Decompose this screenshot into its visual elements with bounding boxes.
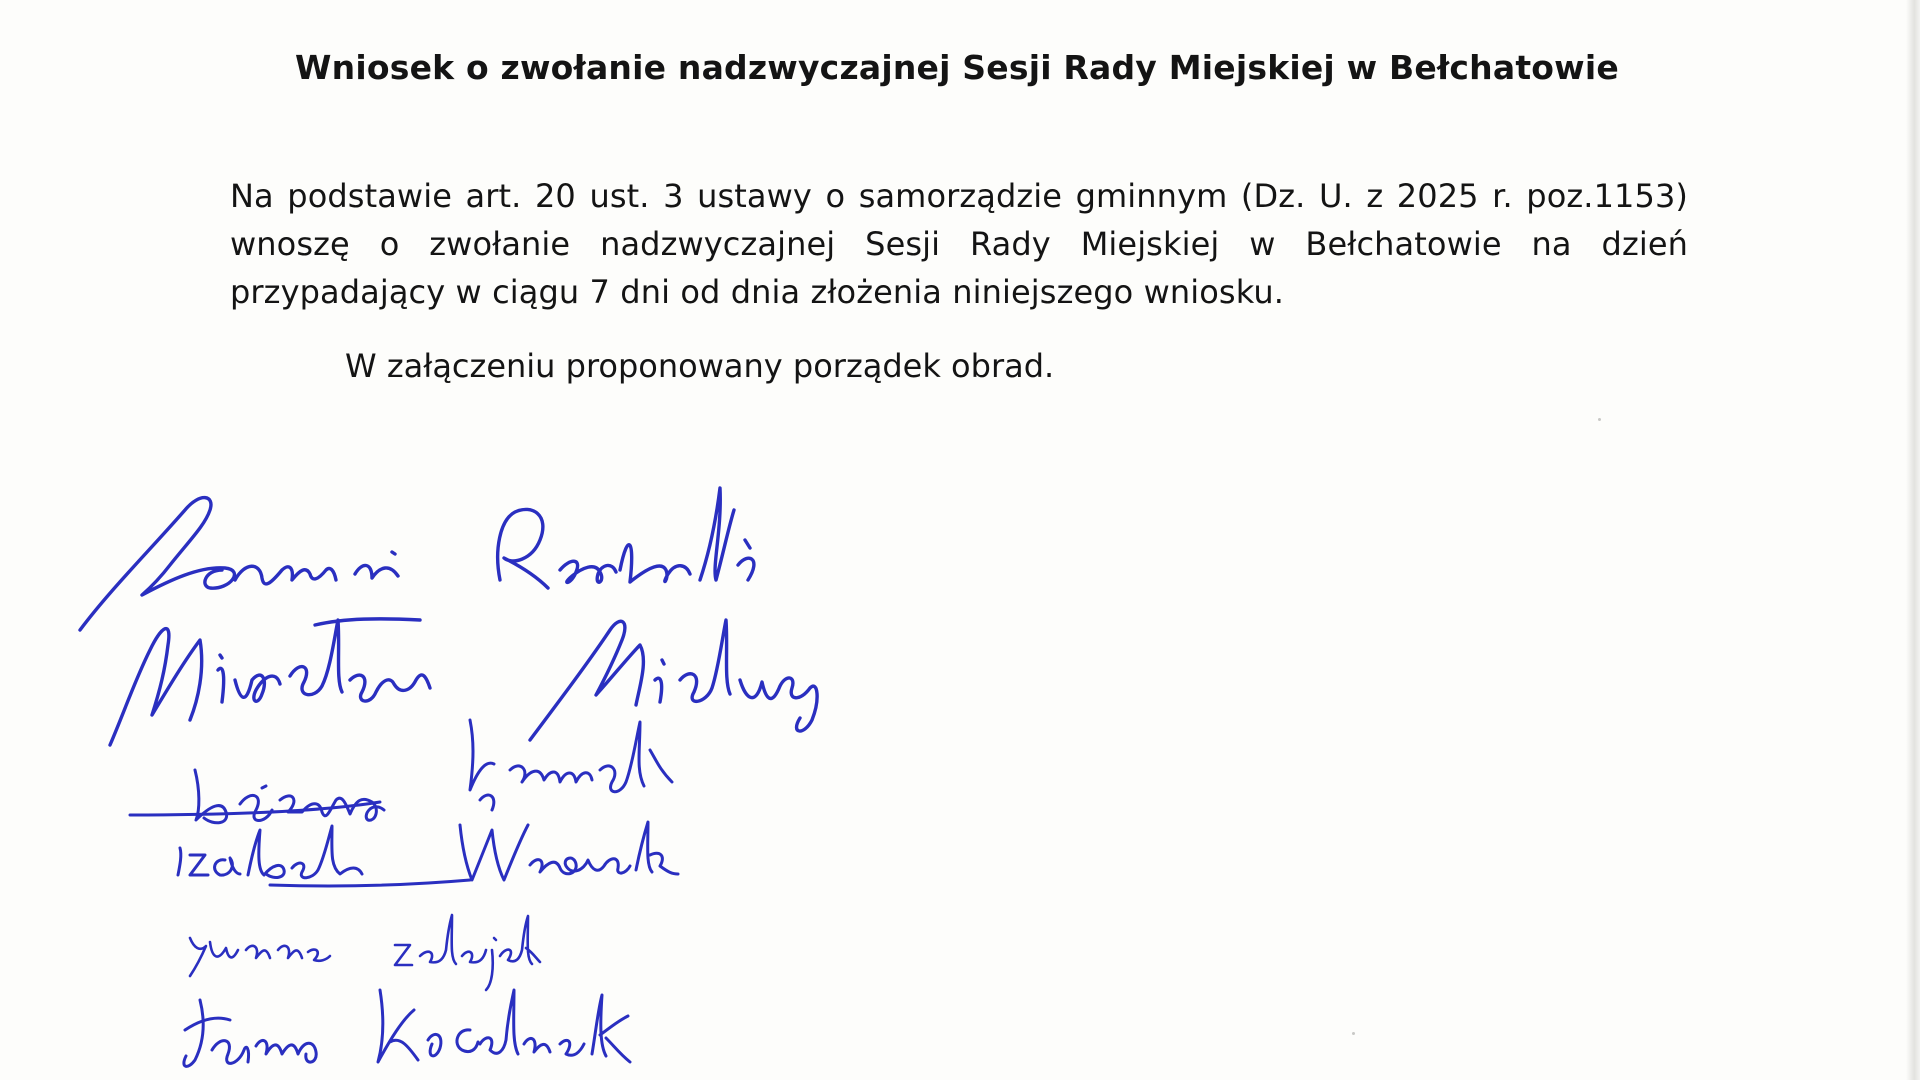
signature-4 xyxy=(178,822,678,886)
signature-3 xyxy=(130,720,672,823)
signatures-block xyxy=(0,470,900,1080)
scan-speck xyxy=(1598,418,1601,421)
scan-edge-shadow xyxy=(1906,0,1920,1080)
signature-5 xyxy=(190,915,540,990)
scan-speck xyxy=(1352,1032,1355,1035)
attachment-note: W załączeniu proponowany porządek obrad. xyxy=(345,347,1055,385)
request-paragraph: Na podstawie art. 20 ust. 3 ustawy o samorządzie gminnym (Dz. U. z 2025 r. poz.1153) wnoszę o zwołanie nadzwyczajnej Sesji Rady Miejskiej w Bełchatowie na dzień przypadający w ciągu 7 dni od dnia złożenia niniejszego wniosku. xyxy=(230,177,1688,311)
signature-2 xyxy=(110,619,817,745)
document-title: Wniosek o zwołanie nadzwyczajnej Sesji Rady Miejskiej w Bełchatowie xyxy=(295,48,1619,88)
signature-1 xyxy=(80,488,754,630)
signature-6 xyxy=(184,990,630,1066)
